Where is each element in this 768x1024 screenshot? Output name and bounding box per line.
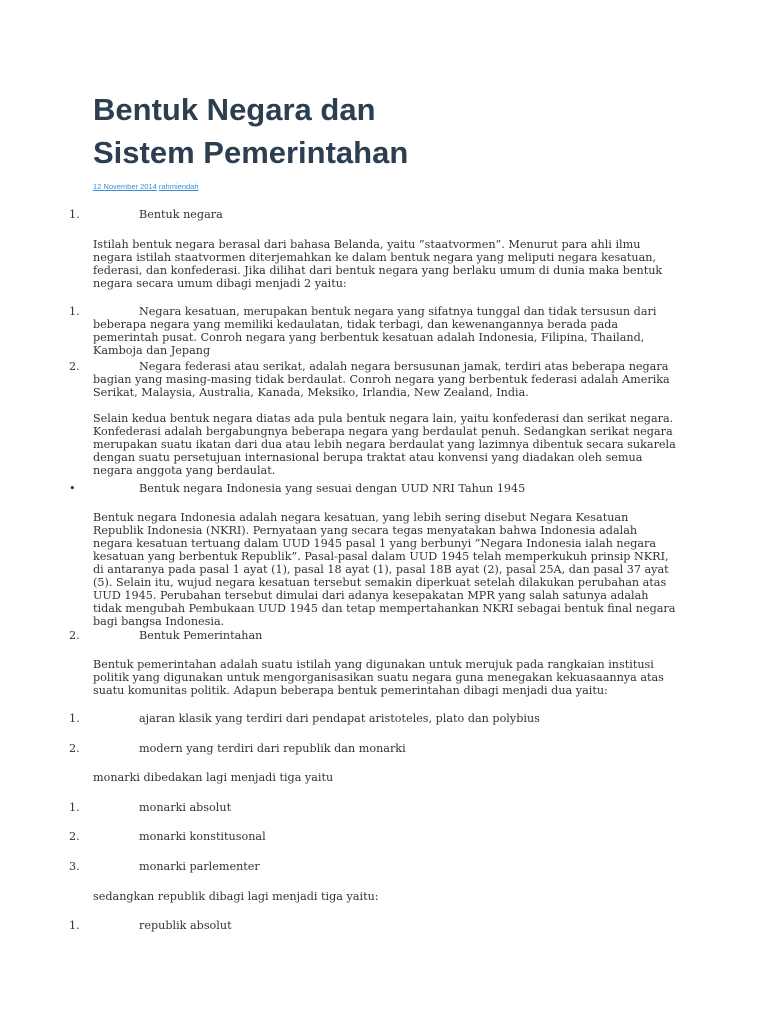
list-item — [69, 208, 678, 221]
title-line-1: Bentuk Negara dan — [93, 92, 376, 127]
list-marker: 2. — [69, 360, 80, 373]
post-meta — [93, 182, 199, 192]
list-marker: 1. — [69, 208, 80, 221]
list-item — [69, 830, 678, 843]
title-line-2: Sistem Pemerintahan — [93, 135, 409, 170]
list-item-text: Negara federasi atau serikat, adalah negara bersusunan jamak, terdiri atas beberapa negara bagian yang masing-masing tidak berdaulat. Conroh negara yang berbentuk federasi adalah Amerika Serikat, Malaysia, Australia, Kanada, Meksiko, Irlandia, New Zealand, India. — [93, 360, 670, 399]
paragraph-bentuk-pemerintahan: Bentuk pemerintahan adalah suatu istilah yang digunakan untuk merujuk pada rangkaian institusi politik yang digunakan untuk mengorganisasikan suatu negara guna menegakan kekuasaannya atas suatu komunitas politik. Adapun beberapa bentuk pemerintahan dibagi menjadi dua yaitu: — [93, 658, 664, 697]
list-item-text: Negara kesatuan, merupakan bentuk negara yang sifatnya tunggal dan tidak tersusun dari beberapa negara yang memiliki kedaulatan, tidak terbagi, dan kewenangannya berada pada pemerintah pusat. Conroh negara yang berbentuk kesatuan adalah Indonesia, Filipina, Thailand, Kamboja dan Jepang — [93, 305, 657, 357]
section-heading-bentuk-pemerintahan: Bentuk Pemerintahan — [139, 629, 263, 642]
list-item-text: Bentuk negara Indonesia yang sesuai dengan UUD NRI Tahun 1945 — [139, 482, 526, 495]
list-item — [69, 629, 678, 642]
list-marker: 2. — [69, 742, 80, 755]
list-item-text: ajaran klasik yang terdiri dari pendapat aristoteles, plato dan polybius — [139, 712, 540, 725]
list-marker: 1. — [69, 801, 80, 814]
page-title — [93, 88, 653, 174]
list-marker: 1. — [69, 305, 80, 318]
list-item-text: monarki konstitusonal — [139, 830, 266, 843]
list-marker: 1. — [69, 712, 80, 725]
list-marker: 2. — [69, 629, 80, 642]
paragraph-republik: sedangkan republik dibagi lagi menjadi tiga yaitu: — [93, 890, 379, 903]
paragraph-konfederasi: Selain kedua bentuk negara diatas ada pula bentuk negara lain, yaitu konfederasi dan serikat negara. Konfederasi adalah bergabungnya beberapa negara yang berdaulat penuh. Sedangkan serikat negara merupakan suatu ikatan dari dua atau lebih negara berdaulat yang lazimnya dibentuk secara sukarela dengan suatu persetujuan internasional berupa traktat atau konvensi yang diadakan oleh semua negara anggota yang berdaulat. — [93, 412, 676, 477]
post-author-link[interactable]: rahmiendah — [158, 182, 199, 191]
list-item-text: monarki parlementer — [139, 860, 260, 873]
list-item — [69, 482, 678, 495]
list-item-text: republik absolut — [139, 919, 232, 932]
list-item — [69, 305, 678, 357]
paragraph-intro: Istilah bentuk negara berasal dari bahasa Belanda, yaitu ”staatvormen”. Menurut para ahli ilmu negara istilah staatvormen diterjemahkan ke dalam bentuk negara yang meliputi negara kesatuan, federasi, dan konfederasi. Jika dilihat dari bentuk negara yang berlaku umum di dunia maka bentuk negara secara umum dibagi menjadi 2 yaitu: — [93, 238, 663, 290]
post-date-link[interactable]: 12 November 2014 — [93, 182, 157, 191]
bullet-marker: • — [69, 482, 76, 495]
section-heading-bentuk-negara: Bentuk negara — [139, 208, 223, 221]
list-item-text: modern yang terdiri dari republik dan monarki — [139, 742, 406, 755]
list-marker: 3. — [69, 860, 80, 873]
list-item — [69, 860, 678, 873]
list-marker: 2. — [69, 830, 80, 843]
list-item — [69, 712, 678, 725]
list-item — [69, 742, 678, 755]
list-item-text: monarki absolut — [139, 801, 232, 814]
list-item — [69, 919, 678, 932]
paragraph-monarki: monarki dibedakan lagi menjadi tiga yaitu — [93, 771, 334, 784]
list-item — [69, 801, 678, 814]
list-marker: 1. — [69, 919, 80, 932]
paragraph-nkri: Bentuk negara Indonesia adalah negara kesatuan, yang lebih sering disebut Negara Kesatuan Republik Indonesia (NKRI). Pernyataan yang secara tegas menyatakan bahwa Indonesia adalah negara kesatuan tertuang dalam UUD 1945 pasal 1 yang berbunyi ”Negara Indonesia ialah negara kesatuan yang berbentuk Republik”. Pasal-pasal dalam UUD 1945 telah memperkukuh prinsip NKRI, di antaranya pada pasal 1 ayat (1), pasal 18 ayat (1), pasal 18B ayat (2), pasal 25A, dan pasal 37 ayat (5). Selain itu, wujud negara kesatuan tersebut semakin diperkuat setelah dilakukan perubahan atas UUD 1945. Perubahan tersebut dimulai dari adanya kesepakatan MPR yang salah satunya adalah tidak mengubah Pembukaan UUD 1945 dan tetap mempertahankan NKRI sebagai bentuk final negara bagi bangsa Indonesia. — [93, 511, 676, 628]
list-item — [69, 360, 678, 399]
